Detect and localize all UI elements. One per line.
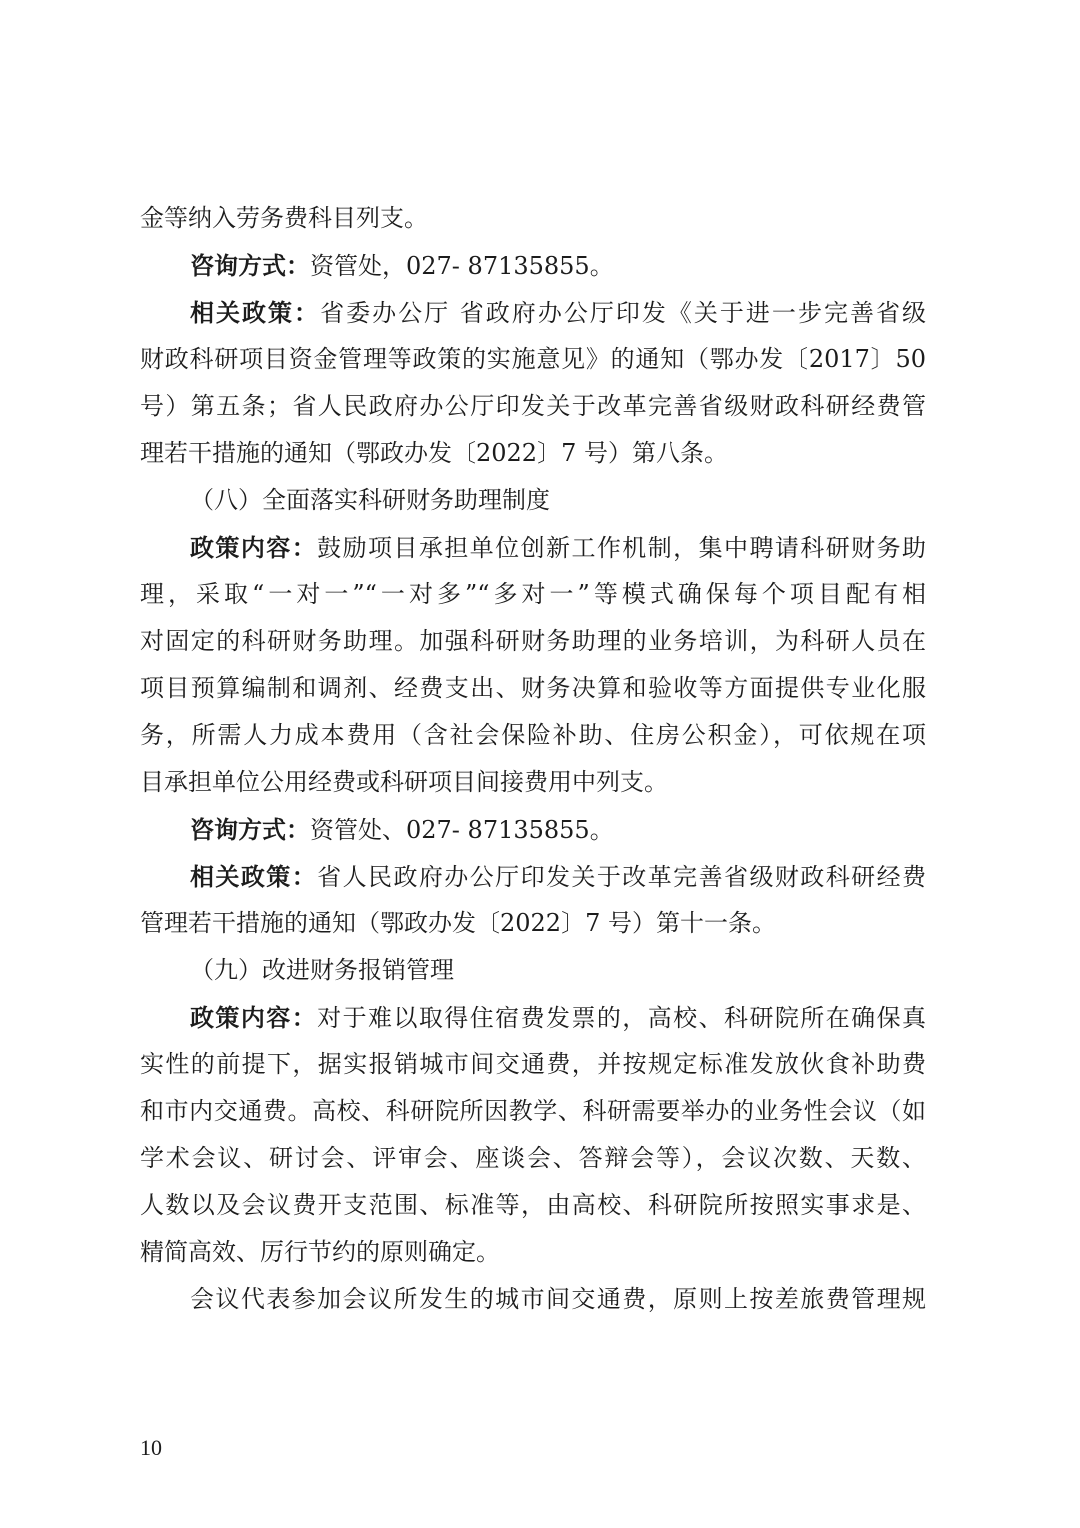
- policy-line: [140, 336, 926, 383]
- section-heading: [140, 947, 926, 994]
- paragraph-text: 会议代表参加会议所发生的城市间交通费，原则上按差旅费管理规: [190, 1285, 926, 1313]
- paragraph-tail-text: 金等纳入劳务费科目列支。: [140, 204, 428, 232]
- consult-text: 资管处、027- 87135855。: [310, 816, 614, 844]
- content-line: [140, 759, 926, 806]
- content-line: [140, 1088, 926, 1135]
- content-line: [140, 1041, 926, 1088]
- content-text: 和市内交通费。高校、科研院所因教学、科研需要举办的业务性会议（如: [140, 1097, 926, 1125]
- content-text: 项目预算编制和调剂、经费支出、财务决算和验收等方面提供专业化服: [140, 674, 926, 702]
- section-heading-text: （九）改进财务报销管理: [190, 956, 454, 984]
- content-text: 实性的前提下，据实报销城市间交通费，并按规定标准发放伙食补助费: [140, 1050, 926, 1078]
- policy-text: 省人民政府办公厅印发关于改革完善省级财政科研经费: [317, 863, 926, 891]
- policy-label: 相关政策：: [190, 298, 321, 327]
- content-line: [140, 1229, 926, 1276]
- content-line: [140, 1182, 926, 1229]
- policy-line: [140, 853, 926, 900]
- consult-line: [140, 806, 926, 853]
- content-text: 精简高效、厉行节约的原则确定。: [140, 1238, 500, 1266]
- section-heading: [140, 477, 926, 524]
- consult-label: 咨询方式：: [190, 815, 310, 844]
- content-text: 对固定的科研财务助理。加强科研财务助理的业务培训，为科研人员在: [140, 627, 926, 655]
- content-text: 人数以及会议费开支范围、标准等，由高校、科研院所按照实事求是、: [140, 1191, 926, 1219]
- policy-text: 理若干措施的通知（鄂政办发〔2022〕7 号）第八条。: [140, 439, 728, 467]
- content-text: 目承担单位公用经费或科研项目间接费用中列支。: [140, 768, 668, 796]
- policy-text: 号）第五条；省人民政府办公厅印发关于改革完善省级财政科研经费管: [140, 392, 926, 420]
- page-number: 10: [140, 1435, 162, 1460]
- consult-text: 资管处，027- 87135855。: [310, 252, 614, 280]
- content-text: 鼓励项目承担单位创新工作机制，集中聘请科研财务助: [317, 534, 926, 562]
- consult-line: [140, 242, 926, 289]
- content-text: 学术会议、研讨会、评审会、座谈会、答辩会等），会议次数、天数、: [140, 1144, 926, 1172]
- body-text: [140, 195, 926, 1323]
- policy-line: [140, 289, 926, 336]
- policy-label: 相关政策：: [190, 862, 318, 891]
- content-label: 政策内容：: [190, 1003, 318, 1032]
- content-line: [140, 1135, 926, 1182]
- policy-text: 省委办公厅 省政府办公厅印发《关于进一步完善省级: [320, 299, 926, 327]
- policy-text: 财政科研项目资金管理等政策的实施意见》的通知（鄂办发〔2017〕50: [140, 345, 926, 373]
- content-text: 理，采取“一对一”“一对多”“多对一”等模式确保每个项目配有相: [140, 580, 926, 608]
- content-text: 务，所需人力成本费用（含社会保险补助、住房公积金），可依规在项: [140, 721, 926, 749]
- content-label: 政策内容：: [190, 533, 318, 562]
- policy-line: [140, 430, 926, 477]
- policy-line: [140, 900, 926, 947]
- policy-line: [140, 383, 926, 430]
- section-heading-text: （八）全面落实科研财务助理制度: [190, 486, 550, 514]
- content-text: 对于难以取得住宿费发票的，高校、科研院所在确保真: [317, 1004, 926, 1032]
- consult-label: 咨询方式：: [190, 251, 310, 280]
- content-line: [140, 712, 926, 759]
- content-line: [140, 994, 926, 1041]
- content-line: [140, 524, 926, 571]
- paragraph-tail: [140, 195, 926, 242]
- content-line: [140, 665, 926, 712]
- content-line: [140, 618, 926, 665]
- paragraph-line: [140, 1276, 926, 1323]
- content-line: [140, 571, 926, 618]
- policy-text: 管理若干措施的通知（鄂政办发〔2022〕7 号）第十一条。: [140, 909, 776, 937]
